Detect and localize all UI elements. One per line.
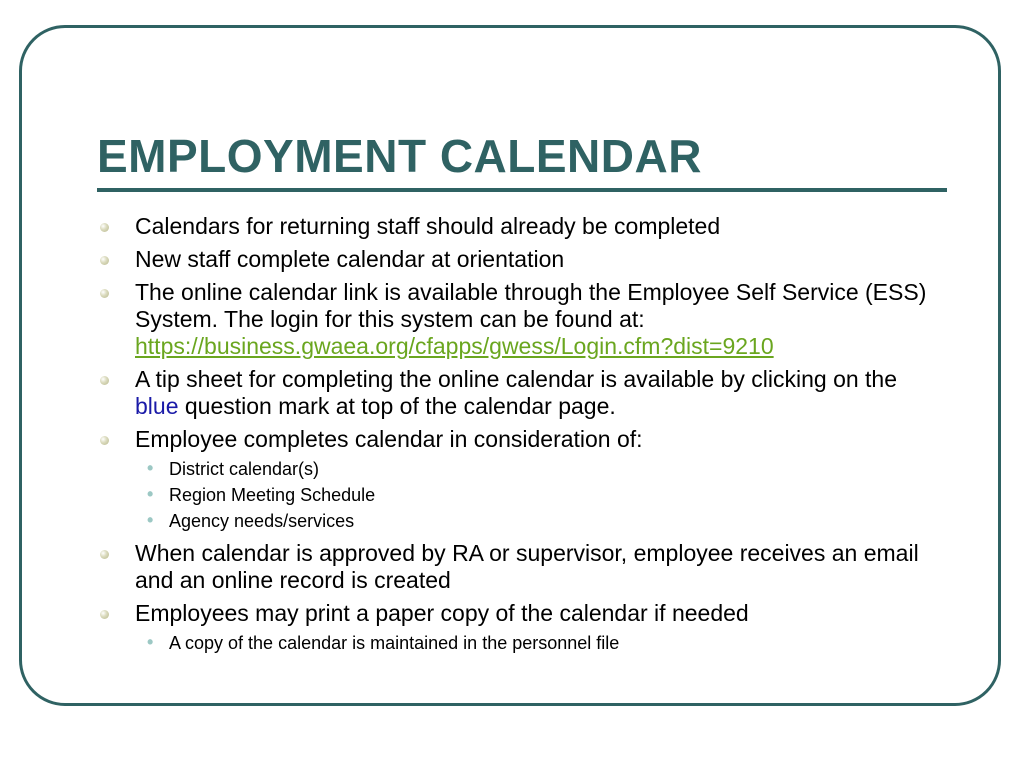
bullet-consideration [100,426,940,534]
sub-bullet-text: Region Meeting Schedule [169,485,376,505]
bullet-dot-icon [100,550,109,559]
bullet-text: Employee completes calendar in consideration of: [135,426,643,452]
bullet-dot-icon [100,256,109,265]
bullet-text: Calendars for returning staff should already be completed [135,213,721,239]
ess-login-link[interactable]: https://business.gwaea.org/cfapps/gwess/Login.cfm?dist=9210 [135,333,774,359]
sub-bullet-icon: • [147,484,154,504]
bullet-tip-sheet [100,366,940,420]
sub-bullet-text: District calendar(s) [169,459,320,479]
sub-bullet-icon: • [147,458,154,478]
bullet-dot-icon [100,376,109,385]
bullet-dot-icon [100,436,109,445]
sub-bullet-personnel-file [145,630,940,656]
bullet-new-staff [100,246,940,273]
sub-bullet-list [135,630,940,656]
sub-bullet-list [135,456,940,534]
slide-title: EMPLOYMENT CALENDAR [97,130,702,182]
sub-bullet-icon: • [147,632,154,652]
sub-bullet-region-meeting [145,482,940,508]
bullet-print-copy [100,600,940,656]
bullet-dot-icon [100,289,109,298]
bullet-approval [100,540,940,594]
blue-highlight-word: blue [135,393,179,419]
sub-bullet-text: A copy of the calendar is maintained in the personnel file [169,633,620,653]
bullet-list [100,213,940,662]
sub-bullet-district-calendar [145,456,940,482]
bullet-text: The online calendar link is available through the Employee Self Service (ESS) System. The login for this system can be found at: [135,279,927,332]
bullet-text: New staff complete calendar at orientation [135,246,565,272]
bullet-returning-staff [100,213,940,240]
sub-bullet-icon: • [147,510,154,530]
sub-bullet-text: Agency needs/services [169,511,355,531]
bullet-dot-icon [100,223,109,232]
bullet-text-after: question mark at top of the calendar page. [184,393,616,419]
bullet-text: When calendar is approved by RA or supervisor, employee receives an email and an online record is created [135,540,919,593]
bullet-dot-icon [100,610,109,619]
bullet-text: Employees may print a paper copy of the calendar if needed [135,600,749,626]
sub-bullet-agency-needs [145,508,940,534]
title-underline [97,188,947,192]
bullet-online-calendar-link [100,279,940,360]
bullet-text-before: A tip sheet for completing the online calendar is available by clicking on the [135,366,898,392]
